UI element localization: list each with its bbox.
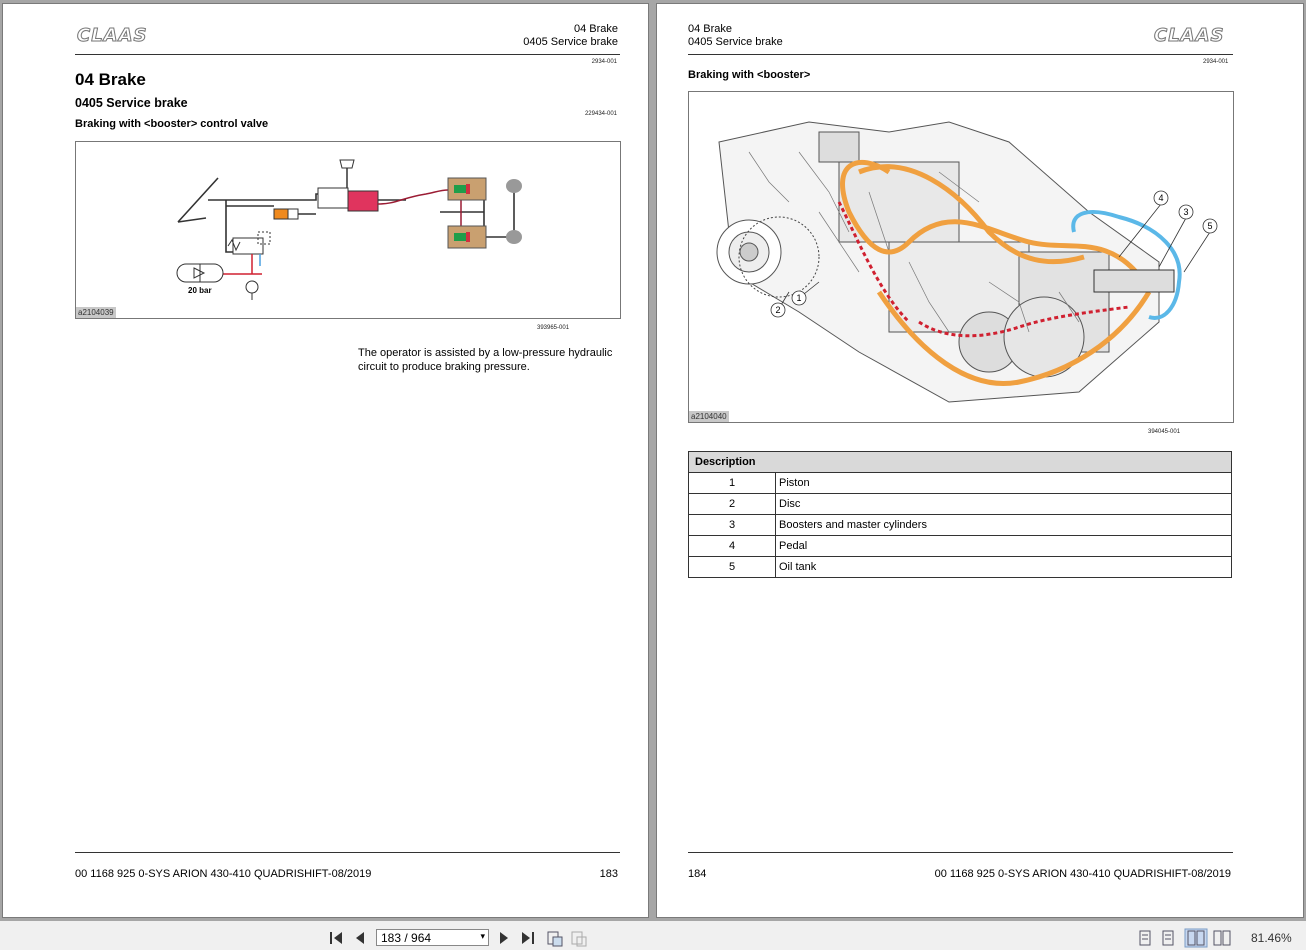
- claas-logo: CLAAS: [1154, 25, 1225, 46]
- row-number: 1: [689, 473, 776, 494]
- row-number: 4: [689, 536, 776, 557]
- chapter-title: 04 Brake: [75, 70, 146, 89]
- figure-ref: 394045-001: [1148, 429, 1181, 435]
- footer-page-number: 183: [599, 868, 618, 880]
- booster-assembly: [1094, 270, 1174, 292]
- last-page-icon[interactable]: [522, 932, 534, 944]
- continuous-icon[interactable]: [1163, 931, 1173, 945]
- page-number-value: 183 / 964: [381, 931, 432, 945]
- row-description: Boosters and master cylinders: [776, 515, 1232, 536]
- header-rule: [688, 54, 1233, 55]
- schematic-drawing: [76, 142, 620, 318]
- chevron-down-icon[interactable]: ▾: [480, 931, 485, 941]
- header-chapter: 04 Brake: [688, 23, 733, 35]
- two-page-icon[interactable]: [1185, 929, 1207, 947]
- running-header: [688, 23, 783, 49]
- header-section: 0405 Service brake: [523, 36, 618, 48]
- row-description: Disc: [776, 494, 1232, 515]
- booster-valve: [348, 191, 378, 211]
- footer-doc-id: 00 1168 925 0-SYS ARION 430-410 QUADRISHIFT-08/2019: [934, 868, 1231, 880]
- wheel-bottom: [506, 230, 522, 244]
- header-ref: 2934-001: [591, 59, 617, 65]
- row-number: 5: [689, 557, 776, 578]
- section-title: Braking with <booster>: [688, 69, 811, 81]
- prev-page-icon[interactable]: [356, 932, 364, 944]
- row-description: Pedal: [776, 536, 1232, 557]
- row-number: 2: [689, 494, 776, 515]
- page-number-select[interactable]: [376, 929, 489, 946]
- zoom-level[interactable]: 81.46%: [1251, 931, 1292, 945]
- section-subtitle: 0405 Service brake: [75, 96, 188, 110]
- row-description: Oil tank: [776, 557, 1232, 578]
- fit-width-icon[interactable]: [572, 932, 586, 946]
- header-rule: [75, 54, 620, 55]
- table-row: [689, 557, 1232, 578]
- callout-2: 2: [775, 305, 781, 315]
- wheel-top: [506, 179, 522, 193]
- table-row: [689, 473, 1232, 494]
- header-chapter: 04 Brake: [573, 23, 618, 35]
- left-page: [2, 3, 649, 918]
- toolbar-icons: [0, 921, 1306, 950]
- table-header: Description: [689, 452, 1232, 473]
- table-row: [689, 515, 1232, 536]
- footer-rule: [75, 852, 620, 853]
- fit-page-icon[interactable]: [548, 932, 562, 946]
- single-page-icon[interactable]: [1140, 931, 1150, 945]
- figure-tag: a2104040: [691, 412, 727, 421]
- body-line: circuit to produce braking pressure.: [358, 361, 530, 373]
- table-row: [689, 494, 1232, 515]
- figure-ref: 393965-001: [537, 325, 570, 331]
- footer-page-number: 184: [688, 868, 707, 880]
- callout-4: 4: [1158, 193, 1164, 203]
- header-section: 0405 Service brake: [688, 36, 783, 48]
- footer-doc-id: 00 1168 925 0-SYS ARION 430-410 QUADRISHIFT-08/2019: [75, 868, 372, 880]
- callout-1: 1: [796, 293, 802, 303]
- row-number: 3: [689, 515, 776, 536]
- description-table: [688, 451, 1232, 578]
- body-line: The operator is assisted by a low-pressure hydraulic: [358, 347, 613, 359]
- transmission-illustration: [688, 91, 1234, 423]
- row-description: Piston: [776, 473, 1232, 494]
- right-page: [656, 3, 1304, 918]
- pressure-label: 20 bar: [188, 286, 212, 295]
- figure-tag: a2104039: [78, 308, 114, 317]
- running-header: [523, 23, 618, 49]
- header-ref: 2934-001: [1203, 59, 1229, 65]
- first-page-icon[interactable]: [330, 932, 342, 944]
- next-page-icon[interactable]: [500, 932, 508, 944]
- table-row: [689, 536, 1232, 557]
- section-title: Braking with <booster> control valve: [75, 118, 269, 130]
- callout-5: 5: [1207, 221, 1213, 231]
- footer-rule: [688, 852, 1233, 853]
- hydraulic-schematic-figure: [75, 141, 621, 319]
- claas-logo: CLAAS: [77, 25, 148, 46]
- two-page-continuous-icon[interactable]: [1214, 931, 1230, 945]
- section-ref: 229434-001: [584, 111, 617, 117]
- body-paragraph: [358, 346, 612, 374]
- callout-3: 3: [1183, 207, 1189, 217]
- illustration-drawing: [689, 92, 1233, 422]
